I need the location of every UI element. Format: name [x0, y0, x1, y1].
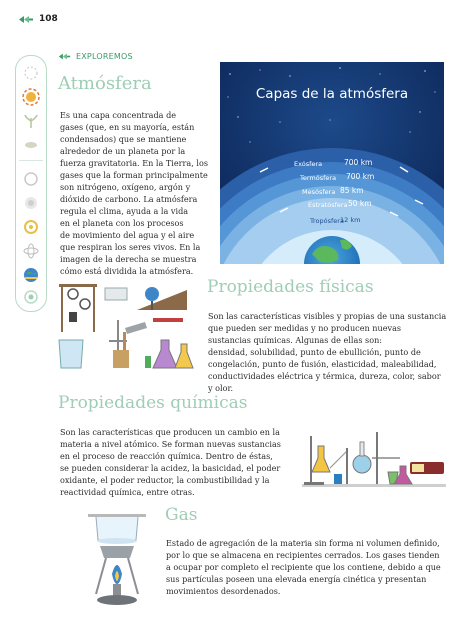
layer-altitude: 700 km	[346, 172, 375, 181]
text-line: dióxido de carbono. La atmósfera	[60, 194, 198, 204]
text-line: movimientos desordenados.	[166, 586, 281, 596]
text-line: Estado de agregación de la materia sin forma ni volumen definido,	[166, 538, 440, 548]
dots-icon	[20, 62, 42, 84]
text-line: gases (que, en su mayoría, están	[60, 122, 195, 132]
text-line: oxidante, el poder reductor, la combustibilidad y la	[60, 475, 270, 485]
text-line: que respiran los seres vivos. En la	[60, 242, 201, 252]
leaf-icon	[20, 134, 42, 156]
swirl-icon	[20, 216, 42, 238]
plant-icon	[20, 110, 42, 132]
text-line: materia a nivel atómico. Se forman nuevas sustancias	[60, 439, 281, 449]
leaf-logo-icon	[58, 52, 71, 61]
text-line: cómo está dividida la atmósfera.	[60, 266, 194, 276]
text-line: fuerza gravitatoria. En la Tierra, los	[60, 158, 208, 168]
quimicas-heading: Propiedades químicas	[58, 393, 248, 413]
sidebar-nav	[15, 55, 47, 312]
text-line: en el planeta con los procesos	[60, 218, 184, 228]
page-header	[18, 14, 58, 24]
fisicas-paragraph	[208, 310, 448, 394]
text-line: conductividades eléctrica y térmica, dureza, color, sabor	[208, 371, 441, 381]
text-line: Son las características que producen un cambio en la	[60, 427, 280, 437]
layer-altitude: 85 km	[340, 186, 364, 195]
text-line: regula el clima, ayuda a la vida	[60, 206, 189, 216]
text-line: son nitrógeno, oxígeno, argón y	[60, 182, 191, 192]
text-line: se pueden considerar la acidez, la basicidad, el poder	[60, 463, 281, 473]
infographic-title: Capas de la atmósfera	[255, 86, 409, 102]
gas-paragraph	[166, 537, 448, 597]
atmosphere-layers-illustration	[220, 62, 444, 264]
fisicas-heading: Propiedades físicas	[207, 277, 374, 297]
text-line: alrededor de un planeta por la	[60, 146, 186, 156]
quimicas-paragraph	[60, 426, 290, 498]
atmosfera-heading: Atmósfera	[58, 73, 152, 94]
globe-icon	[20, 264, 42, 286]
physical-properties-illustration	[57, 280, 202, 380]
text-line: densidad, solubilidad, punto de ebullición, punto de	[208, 347, 421, 357]
text-line: condensados) que se mantiene	[60, 134, 187, 144]
layer-altitude: 12 km	[340, 216, 361, 224]
leaf-logo-icon	[18, 15, 34, 24]
text-line: y olor.	[208, 383, 234, 393]
layer-altitude: 700 km	[344, 158, 373, 167]
atom-icon	[20, 240, 42, 262]
layer-altitude: 50 km	[348, 199, 372, 208]
chemical-properties-illustration	[300, 428, 448, 490]
sun-icon	[20, 86, 42, 108]
text-line: en el proceso de reacción química. Dentro de éstas,	[60, 451, 273, 461]
text-line: a ocupar por completo el recipiente que los contiene, debido a que	[166, 562, 441, 572]
circle-icon	[20, 168, 42, 190]
page-number: 108	[39, 14, 58, 24]
text-line: Es una capa concentrada de	[60, 110, 177, 120]
text-line: de movimiento del agua y el aire	[60, 230, 195, 240]
layer-label: Termósfera	[300, 174, 337, 182]
text-line: que pueden ser medidas y no producen nuevas	[208, 323, 402, 333]
text-line: gases que la forman principalmente	[60, 170, 208, 180]
text-line: Son las características visibles y propias de una sustancia	[208, 311, 447, 321]
layer-label: Mesósfera	[302, 188, 336, 196]
text-line: sus partículas poseen una elevada energía cinética y presentan	[166, 574, 427, 584]
text-line: reactividad química, entre otras.	[60, 487, 195, 497]
text-line: sustancias químicas. Algunas de ellas son:	[208, 335, 383, 345]
drop-icon	[20, 192, 42, 214]
gas-heading: Gas	[165, 505, 198, 525]
text-line: congelación, punto de fusión, elasticidad, maleabilidad,	[208, 359, 437, 369]
layer-label: Estratósfera	[308, 201, 348, 209]
layer-label: Exósfera	[294, 160, 323, 168]
text-line: imagen de la derecha se muestra	[60, 254, 197, 264]
layer-label: Tropósfera	[310, 217, 344, 225]
ring-icon	[20, 286, 42, 308]
atmosphere-svg	[220, 62, 444, 264]
gas-illustration	[86, 512, 148, 612]
text-line: por lo que se almacena en recipientes cerrados. Los gases tienden	[166, 550, 440, 560]
section-tag-label: EXPLOREMOS	[76, 52, 133, 61]
atmosfera-paragraph	[60, 109, 210, 277]
section-tag	[58, 52, 133, 61]
